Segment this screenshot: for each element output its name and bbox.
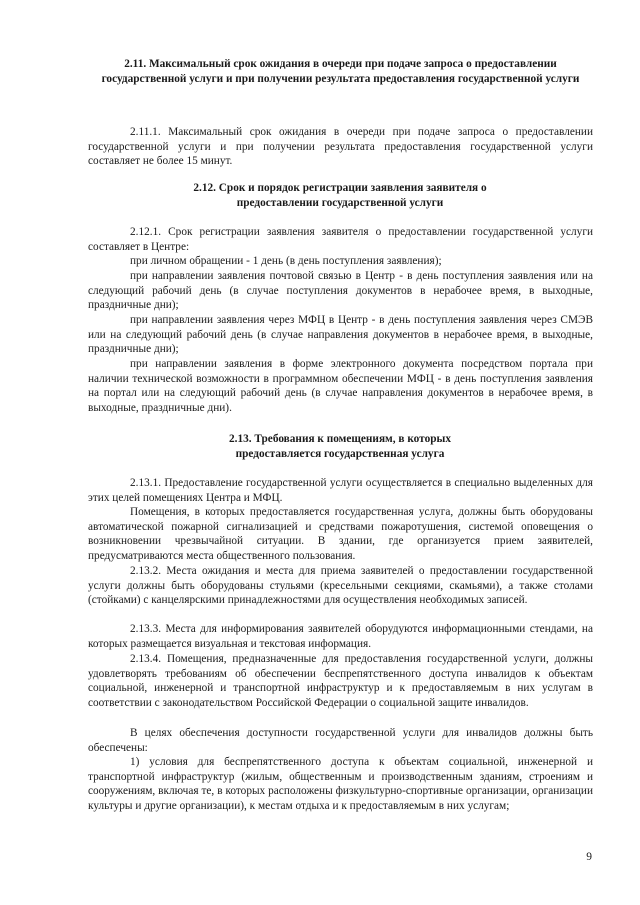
paragraph-2-13-1: 2.13.1. Предоставление государственной услуги осуществляется в специально выделенных для этих целей помещениях Центра и МФЦ.: [88, 477, 593, 504]
paragraph-mfc: при направлении заявления через МФЦ в Центр - в день поступления заявления через СМЭВ или на следующий рабочий день (в случае направления документов в нерабочее время, в выходные, праздничные дни);: [88, 314, 593, 356]
section-heading-2-12: 2.12. Срок и порядок регистрации заявления заявителя о предоставлении государственной услуги: [193, 182, 487, 209]
paragraph-premises: Помещения, в которых предоставляется государственная услуга, должны быть оборудованы автоматической пожарной сигнализацией и средствами пожаротушения, системой оповещения о возникновении чрезвычайной ситуации. В здании, где организуется прием заявителей, предусматриваются места общественного пользования.: [88, 506, 593, 562]
paragraph-2-13-4: 2.13.4. Помещения, предназначенные для предоставления государственной услуги, должны удовлетворять требованиям об обеспечении беспрепятственного доступа инвалидов к объектам социальной, инженерной и транспортной инфраструктур и к предоставляемым в них услугам в соответствии с законодательством Российской Федерации о социальной защите инвалидов.: [88, 653, 593, 709]
paragraph-personal-visit: при личном обращении - 1 день (в день поступления заявления);: [130, 255, 442, 267]
paragraph-accessibility: В целях обеспечения доступности государственной услуги для инвалидов должны быть обеспечены:: [88, 727, 593, 754]
paragraph-2-11-1: 2.11.1. Максимальный срок ожидания в очереди при подаче запроса о предоставлении государственной услуги и при получении результата предоставления государственной услуги составляет не более 15 минут.: [88, 126, 593, 168]
section-heading-2-13: 2.13. Требования к помещениям, в которых предоставляется государственная услуга: [229, 433, 451, 460]
paragraph-2-13-3: 2.13.3. Места для информирования заявителей оборудуются информационными стендами, на которых размещается визуальная и текстовая информация.: [88, 623, 593, 650]
paragraph-condition-1: 1) условия для беспрепятственного доступа к объектам социальной, инженерной и транспортной инфраструктур (жилым, общественным и производственным зданиям, строениям и сооружениям, включая те, в которых расположены физкультурно-спортивные организации, организации культуры и другие организации), к местам отдыха и к предоставляемым в них услугам;: [88, 756, 593, 812]
section-heading-2-11: 2.11. Максимальный срок ожидания в очереди при подаче запроса о предоставлении государственной услуги и при получении результата предоставления государственной услуги: [101, 58, 580, 85]
paragraph-postal: при направлении заявления почтовой связью в Центр - в день поступления заявления или на следующий рабочий день (в случае поступления документов в нерабочее время, в выходные, праздничные дни);: [88, 270, 593, 312]
paragraph-2-13-2: 2.13.2. Места ожидания и места для приема заявителей о предоставлении государственной услуги должны быть оборудованы стульями (кресельными секциями, скамьями), а также столами (стойками) с канцелярскими принадлежностями для осуществления необходимых записей.: [88, 565, 593, 607]
page-number: 9: [586, 851, 592, 863]
paragraph-portal: при направлении заявления в форме электронного документа посредством портала при наличии технической возможности в программном обеспечении МФЦ - в день поступления заявления на портал или на следующий рабочий день (в случае направления документов в нерабочее время, в выходные, праздничные дни).: [88, 358, 593, 414]
paragraph-2-12-1: 2.12.1. Срок регистрации заявления заявителя о предоставлении государственной услуги составляет в Центре:: [88, 226, 593, 253]
